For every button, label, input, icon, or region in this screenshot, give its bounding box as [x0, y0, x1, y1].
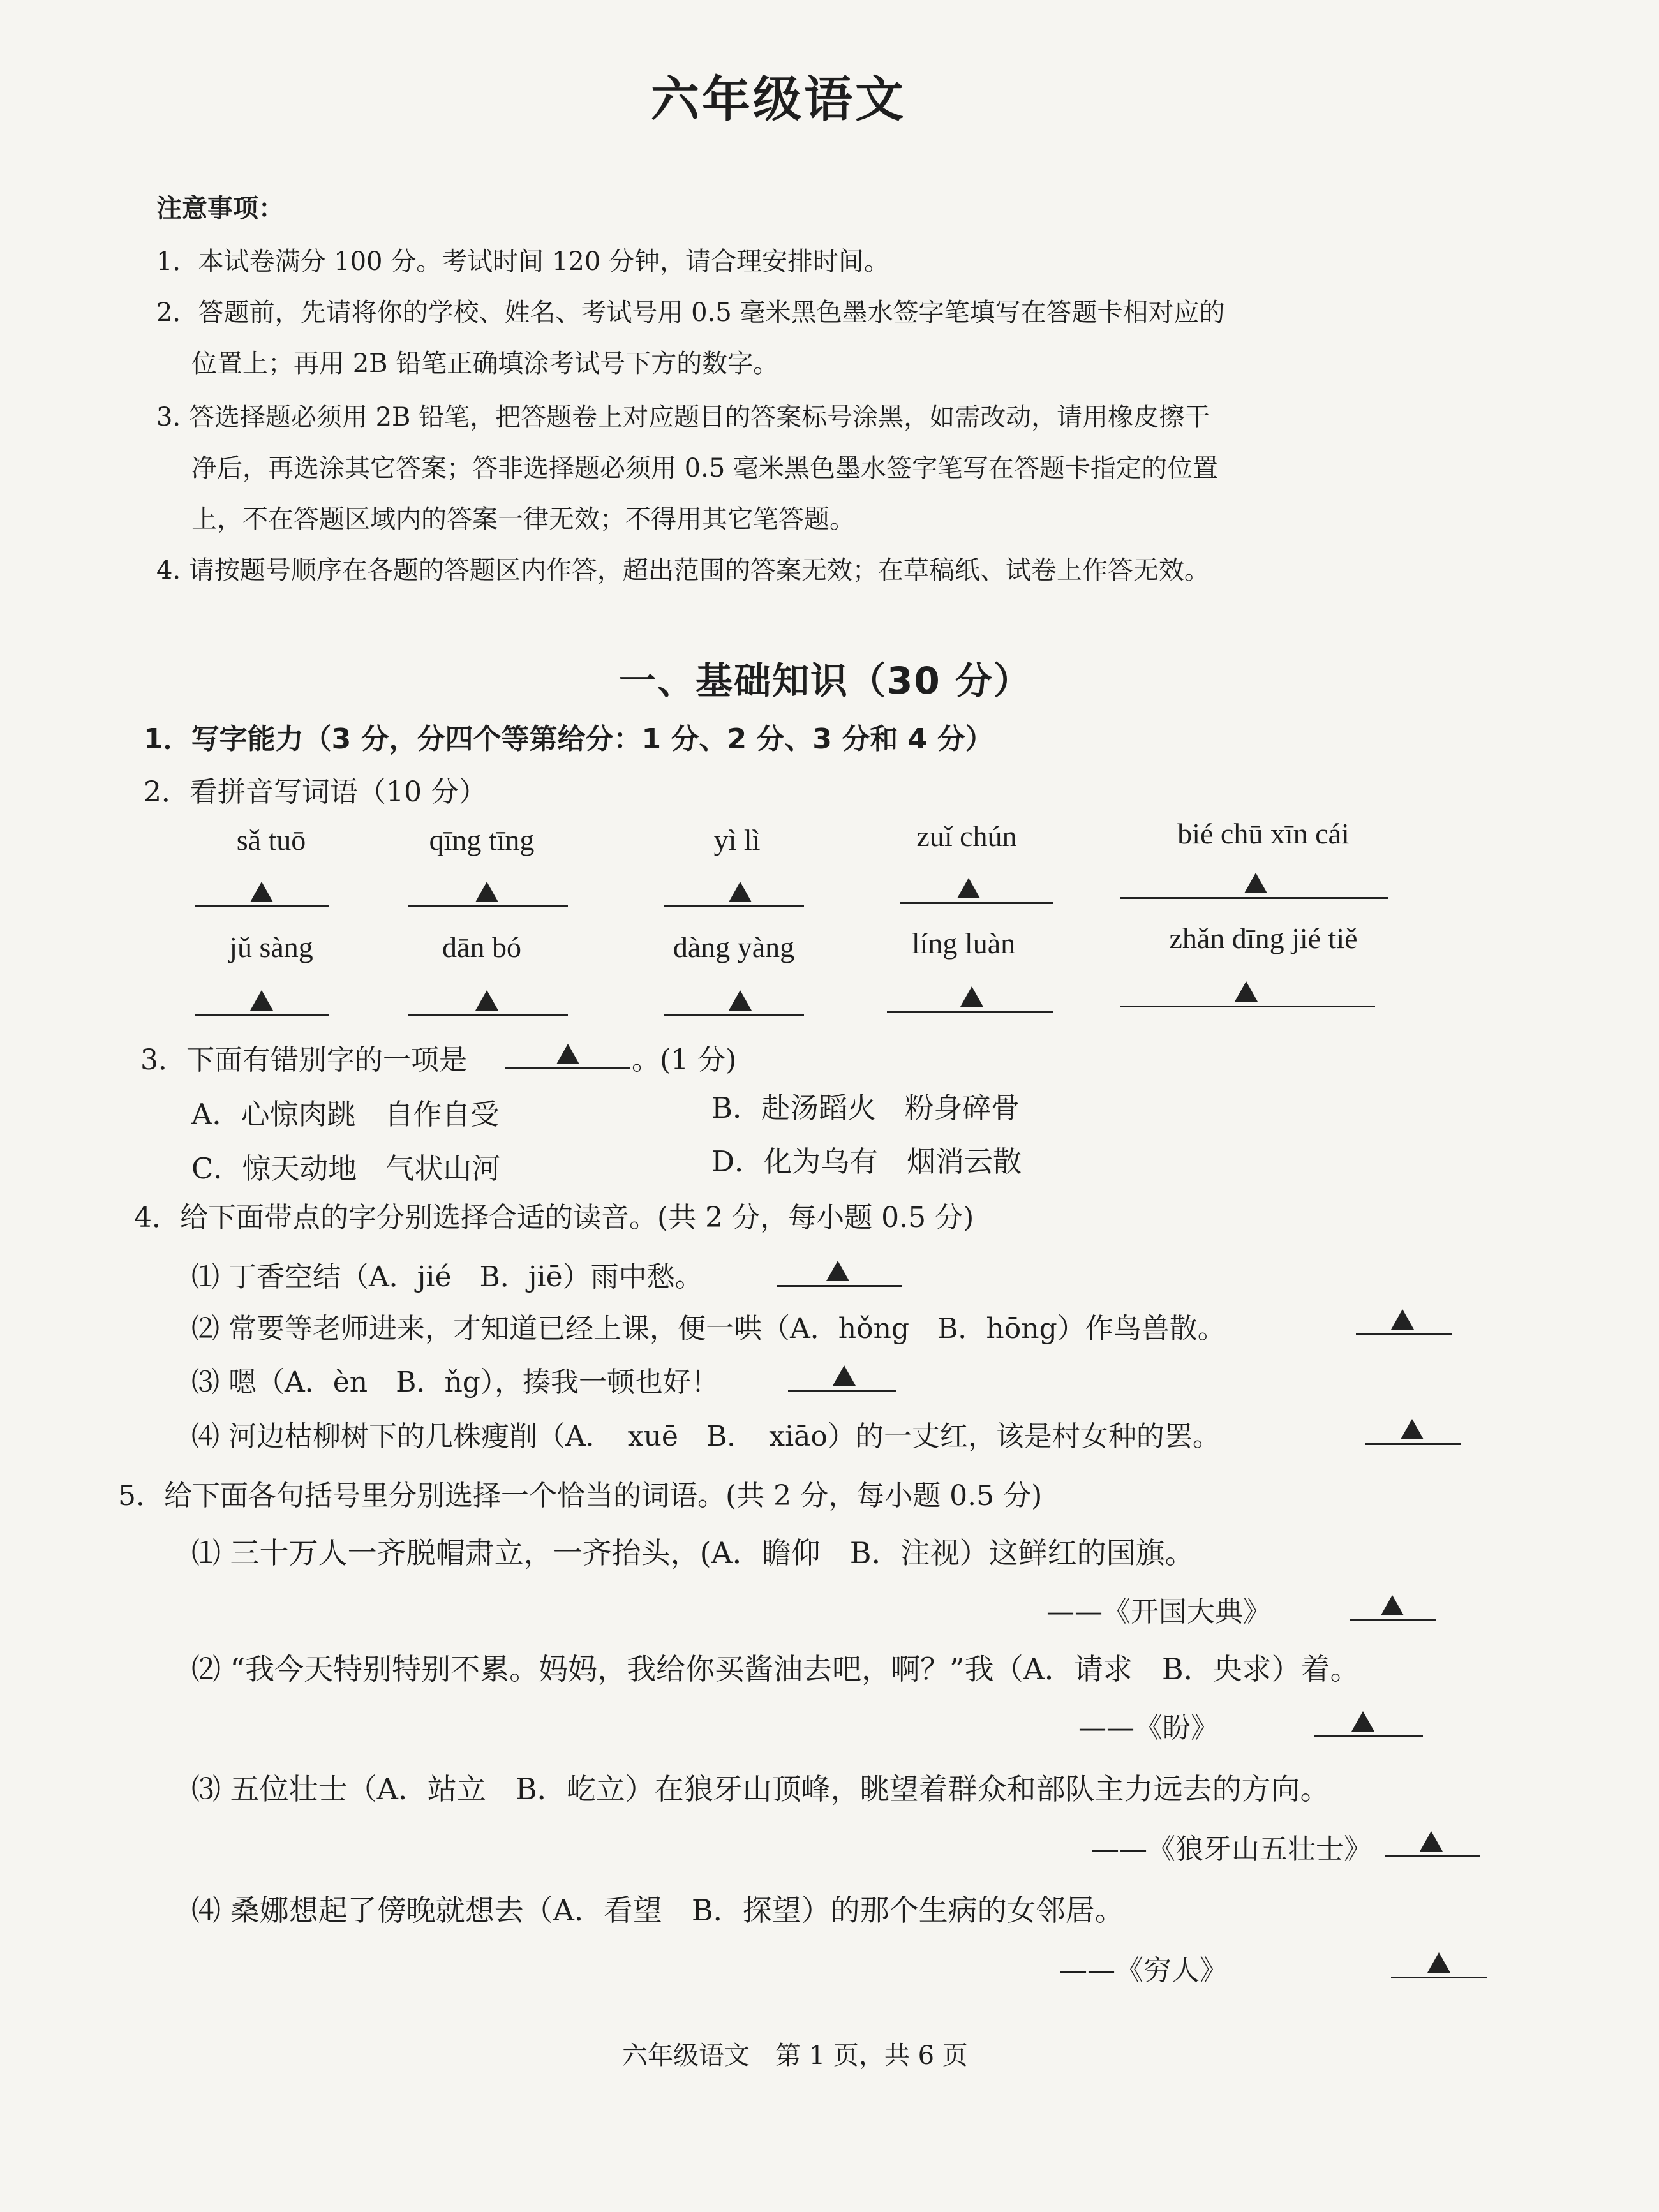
triangle-marker-icon: [729, 882, 752, 902]
option-a: A．心惊肉跳 自作自受: [191, 1097, 500, 1131]
source-title: ——《狼牙山五壮士》: [1091, 1833, 1372, 1866]
answer-blank[interactable]: [1120, 1006, 1375, 1007]
question-5-item: ⑶ 五位壮士（A．站立 B．屹立）在狼牙山顶峰，眺望着群众和部队主力远去的方向。: [191, 1772, 1330, 1806]
option-c: C．惊天动地 气状山河: [191, 1152, 501, 1185]
triangle-marker-icon: [1391, 1309, 1414, 1330]
answer-blank[interactable]: [1120, 897, 1388, 899]
notice-line: 4. 请按题号顺序在各题的答题区内作答，超出范围的答案无效；在草稿纸、试卷上作答无效。: [156, 556, 1210, 585]
triangle-marker-icon: [729, 990, 752, 1011]
answer-blank[interactable]: [408, 1014, 568, 1016]
pinyin-prompt: zuǐ chún: [916, 820, 1017, 852]
question-1: 1．写字能力（3 分，分四个等第给分：1 分、2 分、3 分和 4 分）: [144, 723, 993, 755]
question-5-item: ⑷ 桑娜想起了傍晚就想去（A．看望 B．探望）的那个生病的女邻居。: [191, 1893, 1124, 1927]
pinyin-prompt: yì lì: [713, 824, 761, 856]
triangle-marker-icon: [957, 878, 980, 898]
triangle-marker-icon: [833, 1365, 856, 1386]
notice-line: 1．本试卷满分 100 分。考试时间 120 分钟，请合理安排时间。: [156, 247, 890, 276]
triangle-marker-icon: [1427, 1952, 1450, 1973]
triangle-marker-icon: [826, 1261, 849, 1281]
notice-heading: 注意事项：: [156, 194, 284, 223]
pinyin-prompt: sǎ tuō: [236, 824, 306, 856]
question-3-points: 。(1 分): [632, 1044, 737, 1076]
pinyin-prompt: dān bó: [442, 931, 521, 963]
answer-blank[interactable]: [788, 1390, 896, 1392]
answer-blank[interactable]: [408, 905, 568, 907]
triangle-marker-icon: [1420, 1831, 1443, 1852]
question-3-stem: 3．下面有错别字的一项是: [140, 1044, 467, 1076]
page-title: 六年级语文: [651, 71, 906, 128]
page-footer: 六年级语文 第 1 页，共 6 页: [622, 2041, 968, 2070]
pinyin-prompt: líng luàn: [911, 927, 1016, 960]
answer-blank[interactable]: [195, 905, 329, 907]
source-title: ——《开国大典》: [1046, 1596, 1271, 1628]
triangle-marker-icon: [1381, 1595, 1404, 1615]
answer-blank[interactable]: [887, 1011, 1053, 1013]
notice-line: 位置上；再用 2B 铅笔正确填涂考试号下方的数字。: [191, 349, 779, 378]
notice-line: 净后，再选涂其它答案；答非选择题必须用 0.5 毫米黑色墨水签字笔写在答题卡指定的位置: [191, 454, 1219, 483]
source-title: ——《穷人》: [1059, 1954, 1228, 1987]
answer-blank[interactable]: [1385, 1855, 1480, 1857]
answer-blank[interactable]: [1350, 1619, 1436, 1621]
pinyin-prompt: dàng yàng: [673, 931, 795, 963]
pinyin-prompt: jǔ sàng: [229, 931, 313, 963]
question-5-item: ⑴ 三十万人一齐脱帽肃立，一齐抬头，(A．瞻仰 B．注视）这鲜红的国旗。: [191, 1536, 1194, 1570]
triangle-marker-icon: [1244, 873, 1267, 893]
question-5-item: ⑵ “我今天特别特别不累。妈妈，我给你买酱油去吧，啊？”我（A．请求 B．央求）着。: [191, 1652, 1360, 1686]
answer-blank[interactable]: [1314, 1735, 1423, 1737]
triangle-marker-icon: [250, 990, 273, 1011]
answer-blank[interactable]: [777, 1285, 902, 1287]
question-5-stem: 5．给下面各句括号里分别选择一个恰当的词语。(共 2 分，每小题 0.5 分): [118, 1480, 1043, 1512]
question-4-item: ⑵ 常要等老师进来，才知道已经上课，便一哄（A．hǒng B．hōng）作鸟兽散。: [191, 1312, 1226, 1345]
triangle-marker-icon: [475, 882, 498, 902]
triangle-marker-icon: [960, 986, 983, 1007]
pinyin-prompt: bié chū xīn cái: [1177, 817, 1350, 850]
notice-line: 2．答题前，先请将你的学校、姓名、考试号用 0.5 毫米黑色墨水签字笔填写在答题卡相对应的: [156, 298, 1225, 327]
triangle-marker-icon: [1351, 1711, 1374, 1732]
pinyin-prompt: qīng tīng: [429, 824, 535, 856]
pinyin-prompt: zhǎn dīng jié tiě: [1169, 922, 1358, 954]
answer-blank[interactable]: [195, 1014, 329, 1016]
question-4-item: ⑶ 嗯（A．èn B．ňg），揍我一顿也好！: [191, 1366, 719, 1399]
question-2-stem: 2．看拼音写词语（10 分）: [144, 776, 487, 808]
answer-blank[interactable]: [664, 905, 804, 907]
answer-blank[interactable]: [1365, 1443, 1461, 1445]
question-4-item: ⑴ 丁香空结（A．jié B．jiē）雨中愁。: [191, 1261, 703, 1293]
triangle-marker-icon: [475, 990, 498, 1011]
option-d: D．化为乌有 烟消云散: [711, 1145, 1022, 1178]
option-b: B．赴汤蹈火 粉身碎骨: [711, 1091, 1020, 1125]
triangle-marker-icon: [250, 882, 273, 902]
answer-blank[interactable]: [900, 902, 1053, 904]
answer-blank[interactable]: [505, 1067, 630, 1069]
answer-blank[interactable]: [1356, 1333, 1452, 1335]
triangle-marker-icon: [1401, 1419, 1424, 1439]
section-title: 一、基础知识（30 分）: [619, 659, 1032, 702]
source-title: ——《盼》: [1078, 1712, 1219, 1744]
notice-line: 上，不在答题区域内的答案一律无效；不得用其它笔答题。: [191, 505, 855, 534]
answer-blank[interactable]: [664, 1014, 804, 1016]
question-4-item: ⑷ 河边枯柳树下的几株瘦削（A． xuē B． xiāo）的一丈红，该是村女种的罢。: [191, 1420, 1221, 1453]
triangle-marker-icon: [556, 1044, 579, 1064]
notice-line: 3. 答选择题必须用 2B 铅笔，把答题卷上对应题目的答案标号涂黑，如需改动，请用橡皮擦干: [156, 403, 1210, 432]
question-4-stem: 4．给下面带点的字分别选择合适的读音。(共 2 分，每小题 0.5 分): [134, 1201, 974, 1234]
answer-blank[interactable]: [1391, 1977, 1487, 1978]
triangle-marker-icon: [1235, 981, 1258, 1002]
